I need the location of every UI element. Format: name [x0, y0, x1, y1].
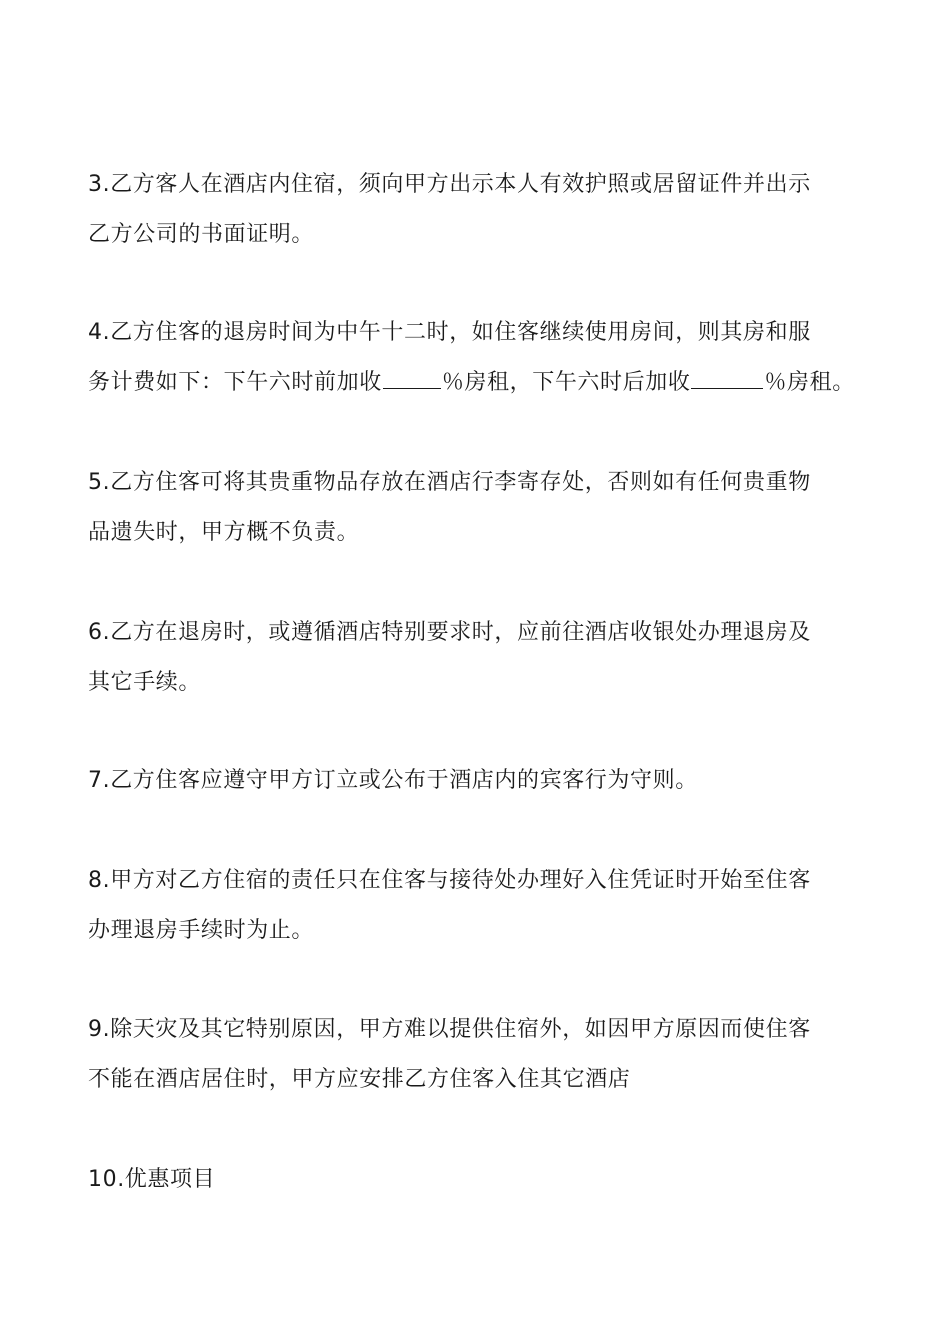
- clause-line: 3.乙方客人在酒店内住宿，须向甲方出示本人有效护照或居留证件并出示: [88, 172, 811, 197]
- clause-line: 9.除天灾及其它特别原因，甲方难以提供住宿外，如因甲方原因而使住客: [88, 1017, 811, 1042]
- clause-8: [88, 856, 888, 956]
- clause-5: [88, 458, 888, 558]
- clause-line-with-blanks: [88, 358, 888, 408]
- clause-10: [88, 1155, 888, 1205]
- clause-line: 办理退房手续时为止。: [88, 918, 315, 943]
- clause-line: 4.乙方住客的退房时间为中午十二时，如住客继续使用房间，则其房和服: [88, 320, 811, 345]
- clause-line: 8.甲方对乙方住宿的责任只在住客与接待处办理好入住凭证时开始至住客: [88, 868, 811, 893]
- fill-in-blank-before-6pm[interactable]: [383, 358, 441, 389]
- clause-line: 6.乙方在退房时，或遵循酒店特别要求时，应前往酒店收银处办理退房及: [88, 620, 811, 645]
- clause-text: ％房租，下午六时后加收: [441, 370, 691, 395]
- clause-line: 不能在酒店居住时，甲方应安排乙方住客入住其它酒店: [88, 1067, 631, 1092]
- clause-line: 5.乙方住客可将其贵重物品存放在酒店行李寄存处，否则如有任何贵重物: [88, 470, 811, 495]
- clause-line: 品遗失时，甲方概不负责。: [88, 520, 360, 545]
- clause-6: [88, 608, 888, 708]
- clause-7: [88, 756, 888, 806]
- clause-3: [88, 160, 888, 260]
- clause-line: 7.乙方住客应遵守甲方订立或公布于酒店内的宾客行为守则。: [88, 768, 698, 793]
- clause-text: ％房租。: [764, 370, 855, 395]
- clause-line: 其它手续。: [88, 670, 202, 695]
- clause-line: 10.优惠项目: [88, 1167, 216, 1192]
- clause-9: [88, 1005, 888, 1105]
- clause-text: 务计费如下：下午六时前加收: [88, 370, 382, 395]
- fill-in-blank-after-6pm[interactable]: [691, 358, 763, 389]
- clause-4: [88, 308, 888, 408]
- clause-line: 乙方公司的书面证明。: [88, 222, 315, 247]
